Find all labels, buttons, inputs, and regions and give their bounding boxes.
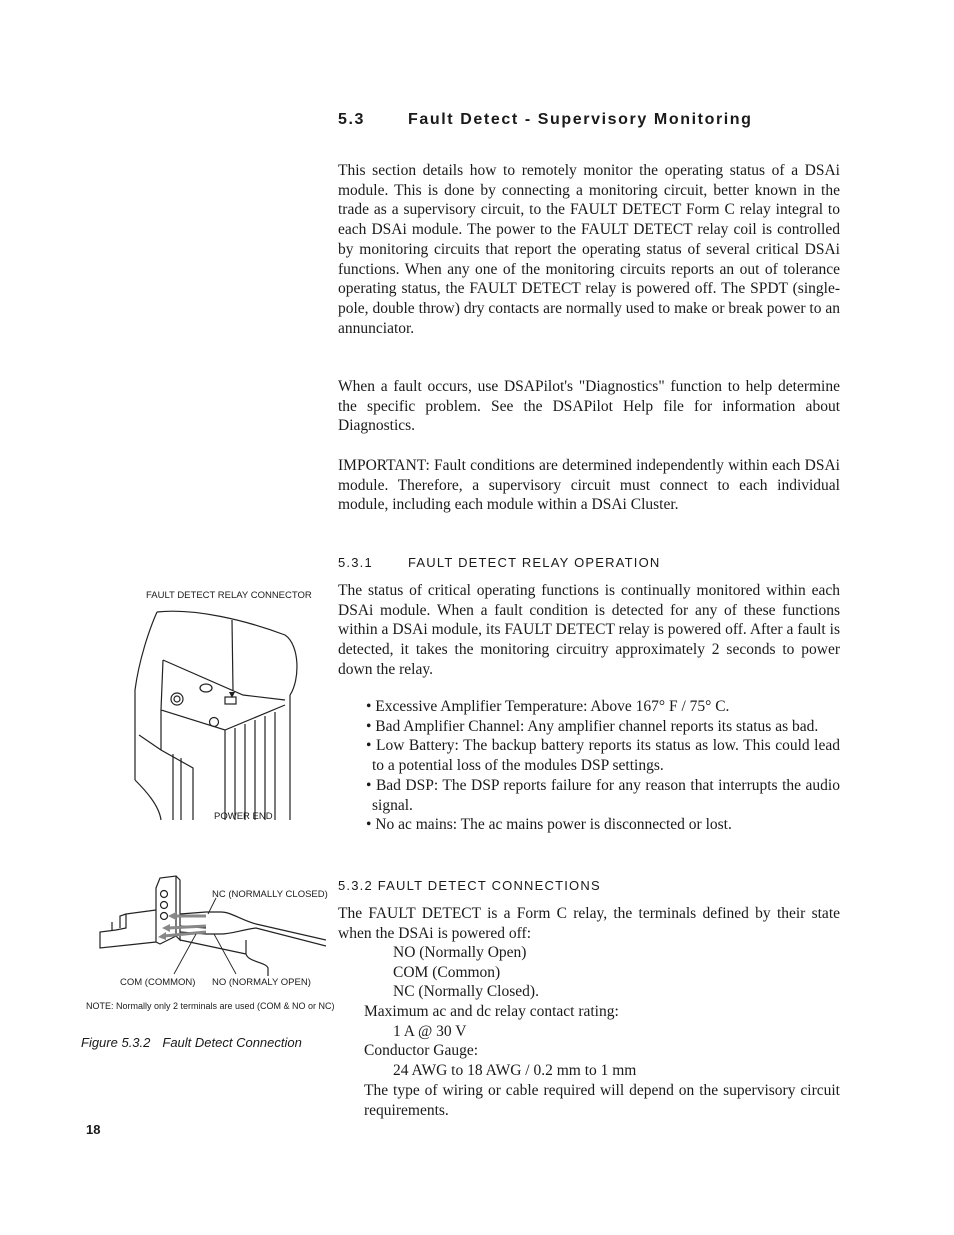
gauge-value: 24 AWG to 18 AWG / 0.2 mm to 1 mm (393, 1062, 637, 1079)
section-title: Fault Detect - Supervisory Monitoring (408, 111, 753, 128)
amplifier-module-illustration (125, 600, 315, 825)
section-paragraph-2: When a fault occurs, use DSAPilot's "Diagnostics" function to help determine the specific problem. See the DSAPilot Help file for information about Diagnostics. (338, 378, 840, 435)
list-item: • Excessive Amplifier Temperature: Above 167° F / 75° C. (366, 698, 730, 715)
subsection-2-intro: The FAULT DETECT is a Form C relay, the terminals defined by their state when the DSAi is powered off: (338, 905, 840, 942)
rating-label: Maximum ac and dc relay contact rating: (364, 1003, 619, 1020)
figure-caption-number: Figure 5.3.2 (81, 1035, 151, 1050)
list-item: • Bad DSP: The DSP reports failure for any reason that interrupts the audio signal. (366, 776, 840, 814)
terminal-no: NO (Normally Open) (393, 944, 527, 961)
figure-caption (81, 1035, 302, 1050)
terminal-nc: NC (Normally Closed). (393, 983, 539, 1000)
section-paragraph-1: This section details how to remotely monitor the operating status of a DSAi module. This is done by connecting a monitoring circuit, better known in the trade as a supervisory circuit, to the FAULT DETECT Form C relay integral to each DSAi module. The power to the FAULT DETECT relay coil is controlled by monitoring circuits that report the operating status of several critical DSAi functions. When any one of the monitoring circuits reports an out of tolerance operating status, the FAULT DETECT relay is powered off. The SPDT (single-pole, double throw) dry contacts are normally used to make or break power to an annunciator. (338, 162, 840, 337)
no-label: NO (NORMALY OPEN) (212, 977, 311, 988)
section-paragraph-3: IMPORTANT: Fault conditions are determined independently within each DSAi module. Therefore, a supervisory circuit must connect to each individual module, including each module within a DSAi Cluster. (338, 457, 840, 514)
closing-paragraph: The type of wiring or cable required will depend on the supervisory circuit requirements. (364, 1082, 840, 1119)
nc-label: NC (NORMALLY CLOSED) (212, 889, 328, 900)
power-end-label: POWER END (214, 811, 273, 822)
fault-conditions-list (366, 697, 840, 835)
fault-detect-connector-label: FAULT DETECT RELAY CONNECTOR (146, 590, 312, 601)
list-item: • Low Battery: The backup battery reports its status as low. This could lead to a potential loss of the modules DSP settings. (366, 737, 840, 775)
figure-note: NOTE: Normally only 2 terminals are used (COM & NO or NC) (86, 1001, 335, 1011)
terminal-connector-illustration (96, 870, 326, 978)
terminal-com: COM (Common) (393, 964, 501, 981)
rating-value: 1 A @ 30 V (393, 1023, 467, 1040)
gauge-label: Conductor Gauge: (364, 1042, 479, 1059)
list-item: • No ac mains: The ac mains power is disconnected or lost. (366, 816, 732, 834)
subsection-1-paragraph: The status of critical operating functions is continually monitored within each DSAi module. When a fault condition is detected for any of these functions within a DSAi module, its FAULT DETECT relay is powered off. After a fault is detected, it takes the monitoring circuitry approximately 2 seconds to power down the relay. (338, 582, 840, 678)
section-number: 5.3 (338, 111, 366, 128)
list-item: • Bad Amplifier Channel: Any amplifier channel reports its status as bad. (366, 717, 819, 735)
subsection-2-heading: 5.3.2 FAULT DETECT CONNECTIONS (338, 878, 601, 893)
subsection-1-title: FAULT DETECT RELAY OPERATION (408, 555, 661, 570)
section-heading (338, 111, 753, 129)
page-number: 18 (86, 1122, 101, 1137)
figure-caption-title: Fault Detect Connection (162, 1035, 302, 1050)
subsection-1-number: 5.3.1 (338, 555, 373, 570)
subsection-1-heading (338, 555, 661, 570)
com-label: COM (COMMON) (120, 977, 196, 988)
